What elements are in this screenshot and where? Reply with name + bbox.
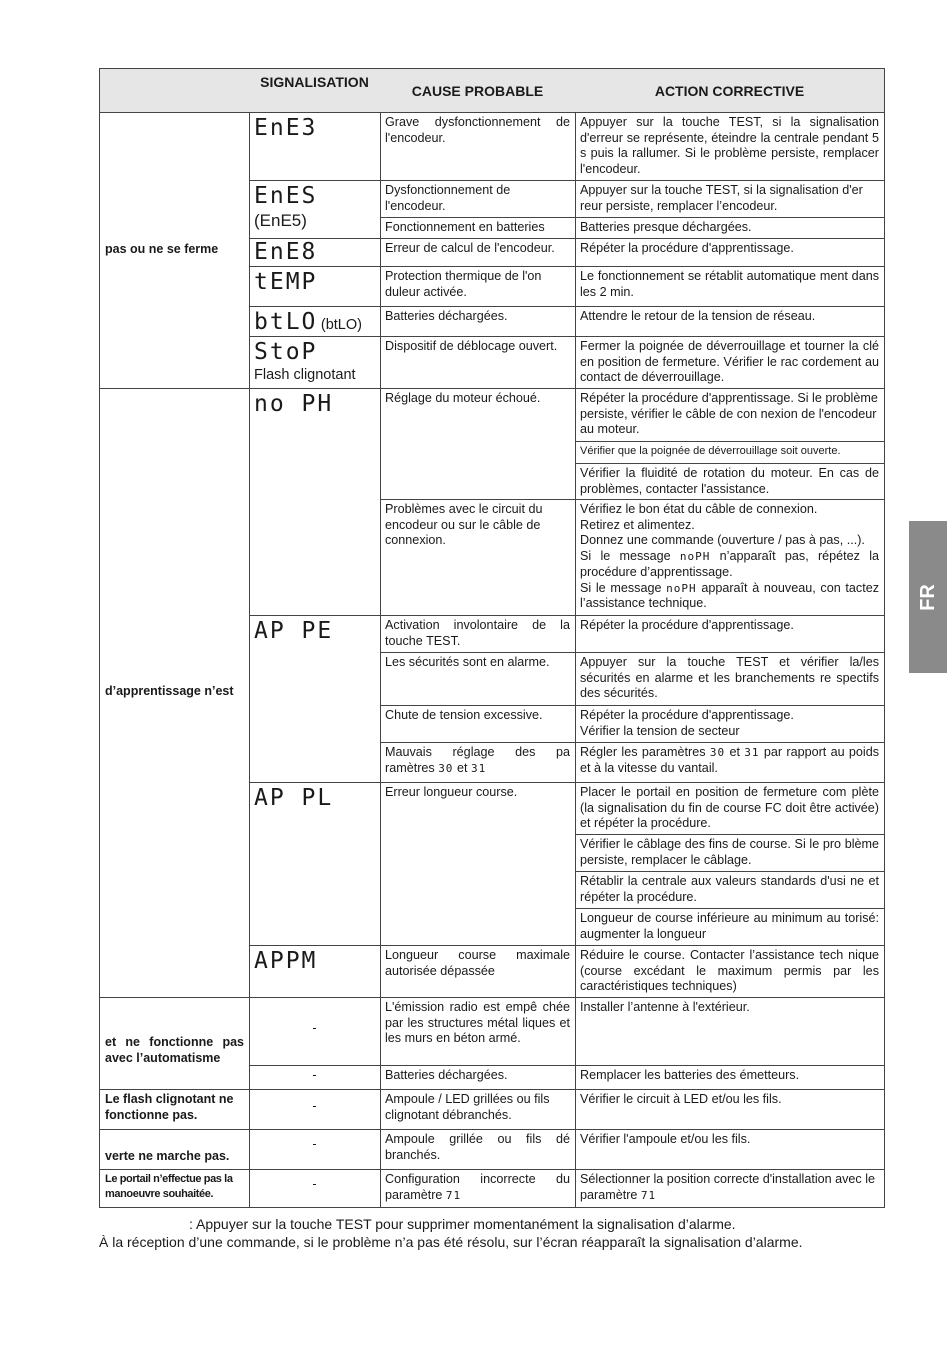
signal-stop-code: StoP: [254, 339, 318, 365]
action-4: Répéter la procédure d'apprentissage.: [575, 238, 885, 267]
action-19: Longueur de course inférieure au minimum au torisé: augmenter la longueur: [575, 908, 885, 946]
signal-enes: [249, 180, 381, 239]
action-18: Rétablir la centrale aux valeurs standards d'usi ne et répéter la procédure.: [575, 871, 885, 909]
action-2: Appuyer sur la touche TEST, si la signalisation d'er reur persiste, remplacer l’encodeur.: [575, 180, 885, 218]
cause-5: Protection thermique de l'on duleur activée.: [380, 266, 576, 307]
cause-19: Ampoule grillée ou fils dé branchés.: [380, 1129, 576, 1170]
action-23: Vérifier le circuit à LED et/ou les fils.: [575, 1089, 885, 1130]
action-15-and: et: [729, 745, 740, 759]
footer-note-1: : Appuyer sur la touche TEST pour supprimer momentanément la signalisation d’alarme.: [189, 1216, 736, 1232]
action-15: [575, 742, 885, 783]
action-3: Batteries presque déchargées.: [575, 217, 885, 239]
action-7: Fermer la poignée de déverrouillage et tourner la clé en position de fermeture. Vérifier le rac cordement au contact de déverrouillage.: [575, 336, 885, 389]
action-15-start: Régler les paramètres: [580, 745, 706, 759]
language-tab-fr: [909, 521, 947, 673]
cause-3: Fonctionnement en batteries: [380, 217, 576, 239]
header-action: ACTION CORRECTIVE: [575, 68, 885, 113]
cause-20: [380, 1169, 576, 1208]
signal-appm: APPM: [249, 945, 381, 998]
signal-noph: no PH: [249, 388, 381, 616]
action-5: Le fonctionnement se rétablit automatique ment dans les 2 min.: [575, 266, 885, 307]
action-11-line3: Donnez une commande (ouverture / pas à pas, ...).: [580, 533, 865, 548]
action-11-line5: [580, 581, 879, 612]
action-12: Répéter la procédure d'apprentissage.: [575, 615, 885, 653]
action-16: Placer le portail en position de fermeture com plète (la signalisation du fin de course FC doit être activée) et répéter la procédure.: [575, 782, 885, 835]
action-9: Vérifier que la poignée de déverrouillage soit ouverte.: [575, 441, 885, 464]
signal-dash-2: -: [249, 1065, 381, 1090]
signal-dash-5: -: [249, 1169, 381, 1208]
param-30-code: 30: [438, 761, 454, 775]
header-blank-cell: [99, 68, 250, 113]
action-15-end: par rapport au poids et à la vitesse du vantail.: [580, 745, 880, 775]
signal-enes-code: EnES: [254, 183, 318, 209]
action-11-line5-end: apparaît à nouveau, con tactez l’assistance technique.: [580, 580, 880, 611]
group-label-1: pas ou ne se ferme: [99, 112, 250, 389]
action-10: Vérifier la fluidité de rotation du moteur. En cas de problèmes, contacter l'assistance.: [575, 463, 885, 500]
param-71-code: 71: [445, 1188, 462, 1202]
noph-inline-code: noPH: [679, 550, 711, 564]
action-1: Appuyer sur la touche TEST, si la signalisation d'erreur se représente, éteindre la centrale pendant 5 s puis la rallumer. Si le problème persiste, remplacer l'encodeur.: [575, 112, 885, 181]
signal-temp: tEMP: [249, 266, 381, 307]
action-11-line1: Vérifiez le bon état du câble de connexion.: [580, 502, 818, 516]
param-30-code: 30: [709, 746, 726, 759]
group-label-5: verte ne marche pas.: [99, 1129, 250, 1170]
cause-4: Erreur de calcul de l'encodeur.: [380, 238, 576, 267]
signal-btlo-code: btLO: [254, 309, 318, 335]
group-label-3: et ne fonctionne pas avec l’automatisme: [99, 997, 250, 1090]
cause-9: Problèmes avec le circuit du encodeur ou sur le câble de connexion.: [380, 499, 576, 616]
action-14-line2: Vérifier la tension de secteur: [580, 723, 740, 738]
cause-16: L'émission radio est empê chée par les structures métal liques et les murs en béton armé.: [380, 997, 576, 1066]
group-label-2: d’apprentissage n’est: [99, 388, 250, 998]
param-31-code: 31: [470, 761, 487, 775]
cause-14: Erreur longueur course.: [380, 782, 576, 946]
signal-enes-alt: (EnE5): [254, 211, 307, 230]
action-22: Remplacer les batteries des émetteurs.: [575, 1065, 885, 1090]
action-21: Installer l’antenne à l'extérieur.: [575, 997, 885, 1066]
signal-dash-4: -: [249, 1129, 381, 1170]
action-13: Appuyer sur la touche TEST et vérifier la/les sécurités en alarme et les branchements re spectifs des sécurités.: [575, 652, 885, 706]
action-14-line1: Répéter la procédure d'apprentissage.: [580, 708, 794, 722]
signal-stop-note: Flash clignotant: [254, 367, 356, 383]
cause-20-text: Configuration incorrecte du paramètre: [385, 1172, 570, 1202]
action-11-line5-start: Si le message: [580, 580, 662, 595]
action-11-line4-end: n’apparaît pas, répétez la procédure d’apprentissage.: [580, 549, 880, 579]
cause-8: Réglage du moteur échoué.: [380, 388, 576, 500]
action-11-line4: [580, 549, 879, 580]
header-signalisation: SIGNALISATION: [249, 68, 381, 113]
header-cause: CAUSE PROBABLE: [380, 68, 576, 113]
signal-dash-1: -: [249, 997, 381, 1066]
language-tab-label: FR: [916, 583, 939, 611]
group-label-6: Le portail n’effectue pas la manoeuvre souhaitée.: [99, 1169, 250, 1208]
cause-2: Dysfonctionnement de l'encodeur.: [380, 180, 576, 218]
action-11-line2: Retirez et alimentez.: [580, 517, 695, 532]
cause-7: Dispositif de déblocage ouvert.: [380, 336, 576, 389]
action-17: Vérifier le câblage des fins de course. Si le pro blème persiste, remplacer le câblage.: [575, 834, 885, 872]
param-71-code: 71: [640, 1188, 657, 1202]
action-11: [575, 499, 885, 616]
cause-13-and: et: [456, 760, 468, 775]
cause-12: Chute de tension excessive.: [380, 705, 576, 743]
signal-btlo: [249, 306, 381, 337]
noph-inline-code: noPH: [666, 581, 697, 595]
cause-1: Grave dysfonctionnement de l'encodeur.: [380, 112, 576, 181]
cause-6: Batteries déchargées.: [380, 306, 576, 337]
param-31-code: 31: [744, 746, 760, 759]
signal-appl: AP PL: [249, 782, 381, 946]
action-11-line4-start: Si le message: [580, 549, 671, 564]
action-25-text: Sélectionner la position correcte d'installation avec le paramètre: [580, 1172, 876, 1202]
cause-11: Les sécurités sont en alarme.: [380, 652, 576, 706]
cause-18: Ampoule / LED grillées ou fils clignotant débranchés.: [380, 1089, 576, 1130]
action-8: Répéter la procédure d'apprentissage. Si le problème persiste, vérifier le câble de con nexion de l'encodeur au moteur.: [575, 388, 885, 442]
cause-17: Batteries déchargées.: [380, 1065, 576, 1090]
action-6: Attendre le retour de la tension de réseau.: [575, 306, 885, 337]
footer-note-2: À la réception d’une commande, si le problème n’a pas été résolu, sur l’écran réapparaît la signalisation d’alarme.: [99, 1234, 803, 1250]
cause-13-text: Mauvais réglage des pa ramètres: [385, 745, 570, 775]
signal-ene3: EnE3: [249, 112, 381, 181]
signal-dash-3: -: [249, 1089, 381, 1130]
signal-stop: [249, 336, 381, 389]
cause-10: Activation involontaire de la touche TEST.: [380, 615, 576, 653]
action-24: Vérifier l'ampoule et/ou les fils.: [575, 1129, 885, 1170]
signal-ene8: EnE8: [249, 238, 381, 267]
cause-13: [380, 742, 576, 783]
action-14: [575, 705, 885, 743]
signal-btlo-alt: (btLO): [320, 317, 362, 333]
cause-15: Longueur course maximale autorisée dépassée: [380, 945, 576, 998]
signal-appe: AP PE: [249, 615, 381, 783]
action-20: Réduire le course. Contacter l’assistance tech nique (course excédant le maximum permis par les caractéristiques techniques): [575, 945, 885, 998]
action-25: [575, 1169, 885, 1208]
group-label-4: Le flash clignotant ne fonctionne pas.: [99, 1089, 250, 1130]
